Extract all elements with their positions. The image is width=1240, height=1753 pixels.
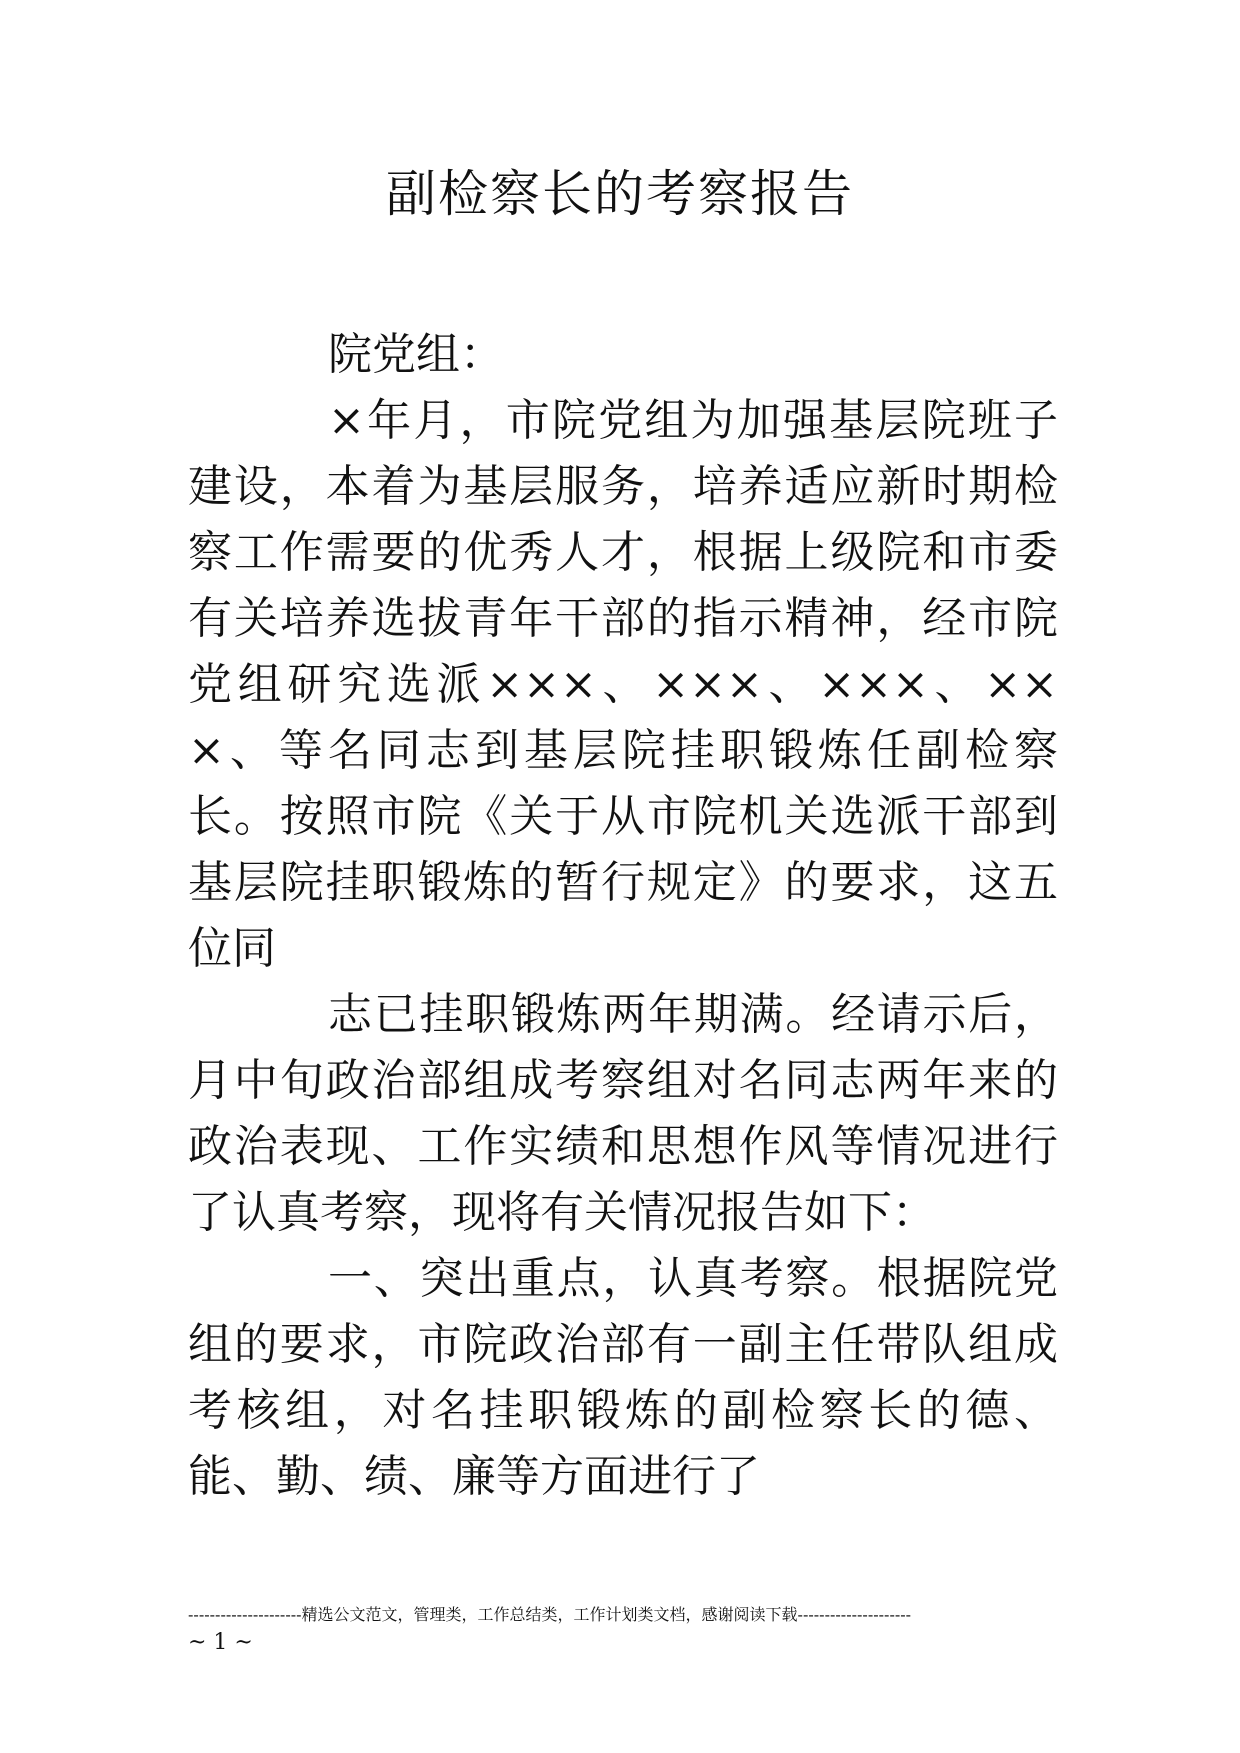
body-paragraph-2: 志已挂职锻炼两年期满。经请示后，月中旬政治部组成考察组对名同志两年来的政治表现、工作实绩和思想作风等情况进行了认真考察，现将有关情况报告如下： <box>188 989 1058 1238</box>
body-paragraph-1: ×年月，市院党组为加强基层院班子建设，本着为基层服务，培养适应新时期检察工作需要的优秀人才，根据上级院和市委有关培养选拔青年干部的指示精神，经市院党组研究选派×××、×××、×××、×××、等名同志到基层院挂职锻炼任副检察长。按照市院《关于从市院机关选派干部到基层院挂职锻炼的暂行规定》的要求，这五位同 <box>188 395 1058 974</box>
page-title: 副检察长的考察报告 <box>386 165 854 223</box>
document-body <box>188 322 1058 1510</box>
body-paragraph-3: 一、突出重点，认真考察。根据院党组的要求，市院政治部有一副主任带队组成考核组，对名挂职锻炼的副检察长的德、能、勤、绩、廉等方面进行了 <box>188 1253 1058 1502</box>
salutation-paragraph: 院党组： <box>328 329 504 380</box>
footer-note: ---------------------精选公文范文，管理类，工作总结类，工作计划类文档，感谢阅读下载--------------------- <box>188 1605 912 1624</box>
page-number: ~ 1 ~ <box>188 1630 253 1655</box>
